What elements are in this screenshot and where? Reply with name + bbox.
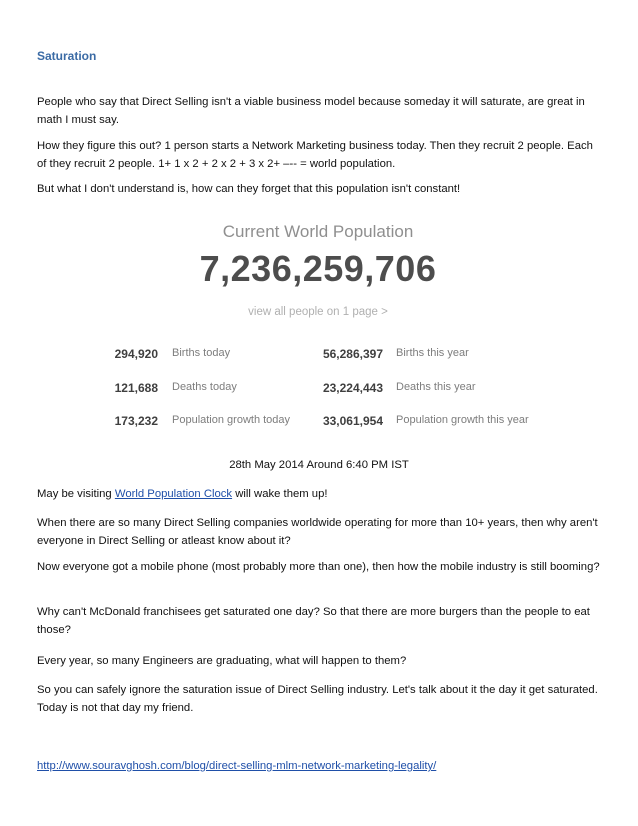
engineers-paragraph: Every year, so many Engineers are graduating, what will happen to them?: [37, 655, 407, 667]
view-all-people-link[interactable]: view all people on 1 page >: [248, 306, 388, 318]
deaths-today-label: Deaths today: [172, 381, 237, 393]
deaths-year-value: 23,224,443: [322, 381, 383, 395]
section-heading: Saturation: [37, 49, 97, 63]
population-question-paragraph: But what I don't understand is, how can they forget that this population isn't constant!: [37, 183, 461, 195]
visit-text-before: May be visiting: [37, 488, 115, 500]
mobile-paragraph: Now everyone got a mobile phone (most probably more than one), then how the mobile industry is still booming?: [37, 561, 600, 573]
growth-today-label: Population growth today: [172, 414, 291, 426]
visit-paragraph: [37, 485, 602, 503]
source-url-link[interactable]: http://www.souravghosh.com/blog/direct-selling-mlm-network-marketing-legality/: [37, 760, 437, 772]
deaths-year-label: Deaths this year: [396, 381, 476, 393]
growth-year-value: 33,061,954: [322, 414, 383, 428]
world-population-total: 7,236,259,706: [199, 248, 437, 289]
visit-text-after: will wake them up!: [232, 488, 328, 500]
growth-year-label: Population growth this year: [396, 414, 529, 426]
births-year-label: Births this year: [396, 347, 469, 359]
world-population-widget: [98, 222, 538, 442]
births-year-value: 56,286,397: [322, 347, 383, 361]
births-today-label: Births today: [172, 347, 231, 359]
world-population-clock-link[interactable]: World Population Clock: [114, 488, 233, 500]
companies-paragraph: When there are so many Direct Selling companies worldwide operating for more than 10+ years, then why aren't everyone in Direct Selling or atleast know about it?: [37, 517, 598, 547]
widget-title: Current World Population: [222, 222, 414, 241]
conclusion-paragraph: So you can safely ignore the saturation issue of Direct Selling industry. Let's talk about it the day it get saturated. Today is not that day my friend.: [37, 684, 598, 714]
screenshot-caption: 28th May 2014 Around 6:40 PM IST: [229, 459, 409, 471]
growth-today-value: 173,232: [114, 414, 158, 428]
calculation-paragraph: How they figure this out? 1 person starts a Network Marketing business today. Then they recruit 2 people. Each of they recruit 2 people. 1+ 1 x 2 + 2 x 2 + 3 x 2+ –-- = world population.: [37, 140, 593, 170]
intro-paragraph: People who say that Direct Selling isn't a viable business model because someday it will saturate, are great in math I must say.: [37, 96, 585, 126]
mcdonald-paragraph: Why can't McDonald franchisees get saturated one day? So that there are more burgers than the people to eat those?: [37, 606, 590, 636]
births-row: [98, 347, 538, 367]
births-today-value: 294,920: [114, 347, 158, 361]
deaths-row: [98, 381, 538, 401]
deaths-today-value: 121,688: [114, 381, 158, 395]
growth-row: [98, 414, 538, 434]
